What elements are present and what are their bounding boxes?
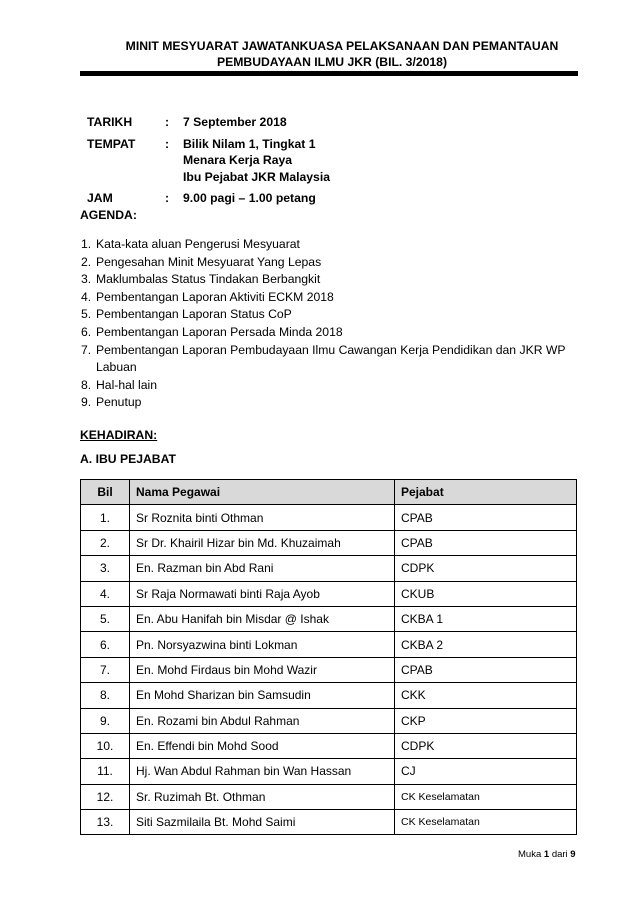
cell-bil: 12.: [81, 784, 130, 809]
cell-bil: 11.: [81, 759, 130, 784]
agenda-item-text: Penutup: [96, 395, 142, 410]
agenda-item: [81, 306, 581, 324]
colon: :: [165, 191, 170, 205]
cell-bil: 9.: [81, 708, 130, 733]
cell-nama: En. Rozami bin Abdul Rahman: [130, 708, 395, 733]
cell-bil: 13.: [81, 810, 130, 835]
column-header-pejabat: Pejabat: [395, 480, 577, 505]
cell-bil: 5.: [81, 606, 130, 631]
cell-pejabat: CDPK: [395, 556, 577, 581]
cell-pejabat: CKUB: [395, 581, 577, 606]
table-row: [81, 556, 577, 581]
agenda-item-number: 4.: [81, 289, 92, 304]
agenda-item-text: Pengesahan Minit Mesyuarat Yang Lepas: [96, 254, 322, 269]
cell-nama: En Mohd Sharizan bin Samsudin: [130, 683, 395, 708]
document-title: [80, 38, 578, 70]
header-divider: [80, 71, 578, 76]
column-header-nama: Nama Pegawai: [130, 480, 395, 505]
agenda-item: [81, 324, 581, 342]
attendance-table-body: [81, 505, 577, 835]
jam-row: [87, 190, 330, 207]
cell-pejabat: CPAB: [395, 657, 577, 682]
kehadiran-heading: KEHADIRAN:: [80, 428, 158, 442]
tempat-line: Ibu Pejabat JKR Malaysia: [183, 169, 330, 184]
agenda-item-number: 6.: [81, 324, 92, 339]
agenda-item-number: 9.: [81, 395, 92, 410]
cell-bil: 1.: [81, 505, 130, 530]
cell-pejabat: CK Keselamatan: [395, 810, 577, 835]
cell-nama: Hj. Wan Abdul Rahman bin Wan Hassan: [130, 759, 395, 784]
tempat-line: Bilik Nilam 1, Tingkat 1: [183, 136, 316, 151]
cell-pejabat: CKK: [395, 683, 577, 708]
table-row: [81, 530, 577, 555]
colon: :: [165, 115, 170, 129]
table-row: [81, 657, 577, 682]
cell-pejabat: CKP: [395, 708, 577, 733]
cell-nama: Sr Dr. Khairil Hizar bin Md. Khuzaimah: [130, 530, 395, 555]
title-line-1: MINIT MESYUARAT JAWATANKUASA PELAKSANAAN DAN PEMANTAUAN: [125, 39, 559, 53]
column-header-bil: Bil: [81, 480, 130, 505]
agenda-item: [81, 271, 581, 289]
tempat-row: [87, 136, 330, 186]
table-row: [81, 784, 577, 809]
cell-nama: Siti Sazmilaila Bt. Mohd Saimi: [130, 810, 395, 835]
tarikh-value: 7 September 2018: [183, 115, 287, 129]
agenda-list: [81, 236, 581, 412]
agenda-item: [81, 377, 581, 395]
agenda-item-text: Maklumbalas Status Tindakan Berbangkit: [96, 272, 321, 287]
agenda-item: [81, 289, 581, 307]
cell-nama: Sr. Ruzimah Bt. Othman: [130, 784, 395, 809]
cell-pejabat: CPAB: [395, 505, 577, 530]
page-muka-label: Muka: [518, 849, 542, 860]
cell-pejabat: CDPK: [395, 733, 577, 758]
cell-nama: En. Abu Hanifah bin Misdar @ Ishak: [130, 606, 395, 631]
agenda-item-number: 5.: [81, 307, 92, 322]
title-line-2: PEMBUDAYAAN ILMU JKR (BIL. 3/2018): [216, 55, 448, 69]
agenda-item-number: 1.: [81, 237, 92, 251]
table-row: [81, 632, 577, 657]
cell-pejabat: CKBA 1: [395, 606, 577, 631]
agenda-item-text: Pembentangan Laporan Persada Minda 2018: [96, 324, 343, 339]
jam-label: JAM: [87, 191, 113, 205]
page-total: 9: [570, 849, 576, 860]
colon: :: [165, 136, 170, 151]
agenda-item-text: Pembentangan Laporan Pembudayaan Ilmu Cawangan Kerja Pendidikan dan JKR WP Labuan: [96, 342, 566, 375]
agenda-item: [81, 342, 581, 377]
cell-bil: 7.: [81, 657, 130, 682]
agenda-item-text: Hal-hal lain: [96, 377, 157, 392]
agenda-item-number: 2.: [81, 254, 92, 269]
table-row: [81, 708, 577, 733]
jam-value: 9.00 pagi – 1.00 petang: [183, 191, 316, 205]
table-row: [81, 733, 577, 758]
tempat-value: [183, 136, 330, 186]
agenda-item-number: 8.: [81, 377, 92, 392]
table-row: [81, 683, 577, 708]
agenda-item-text: Pembentangan Laporan Status CoP: [96, 307, 292, 322]
attendance-table: [80, 479, 577, 835]
tarikh-label: TARIKH: [87, 115, 133, 129]
cell-bil: 3.: [81, 556, 130, 581]
table-row: [81, 581, 577, 606]
cell-nama: En. Mohd Firdaus bin Mohd Wazir: [130, 657, 395, 682]
agenda-item-number: 7.: [81, 342, 92, 357]
table-header-row: [81, 480, 577, 505]
agenda-item: [81, 236, 581, 254]
cell-nama: En. Effendi bin Mohd Sood: [130, 733, 395, 758]
tarikh-row: [87, 114, 330, 131]
cell-nama: Sr Roznita binti Othman: [130, 505, 395, 530]
agenda-item-number: 3.: [81, 272, 92, 287]
cell-bil: 4.: [81, 581, 130, 606]
cell-nama: Sr Raja Normawati binti Raja Ayob: [130, 581, 395, 606]
section-ibu-pejabat: A. IBU PEJABAT: [80, 452, 176, 466]
cell-bil: 6.: [81, 632, 130, 657]
agenda-item-text: Pembentangan Laporan Aktiviti ECKM 2018: [96, 289, 334, 304]
page-number: [518, 849, 576, 860]
tempat-label: TEMPAT: [87, 136, 136, 151]
cell-nama: En. Razman bin Abd Rani: [130, 556, 395, 581]
cell-bil: 8.: [81, 683, 130, 708]
table-row: [81, 759, 577, 784]
cell-pejabat: CJ: [395, 759, 577, 784]
cell-bil: 10.: [81, 733, 130, 758]
agenda-item: [81, 394, 581, 412]
cell-pejabat: CPAB: [395, 530, 577, 555]
agenda-item-text: Kata-kata aluan Pengerusi Mesyuarat: [96, 237, 300, 251]
page-current: 1: [543, 849, 550, 860]
cell-bil: 2.: [81, 530, 130, 555]
table-row: [81, 505, 577, 530]
page-dari-label: dari: [551, 849, 568, 860]
cell-pejabat: CKBA 2: [395, 632, 577, 657]
agenda-heading: AGENDA:: [80, 208, 137, 222]
tempat-line: Menara Kerja Raya: [183, 153, 293, 167]
meeting-details: [87, 114, 330, 207]
table-row: [81, 810, 577, 835]
cell-nama: Pn. Norsyazwina binti Lokman: [130, 632, 395, 657]
agenda-item: [81, 254, 581, 272]
table-row: [81, 606, 577, 631]
cell-pejabat: CK Keselamatan: [395, 784, 577, 809]
